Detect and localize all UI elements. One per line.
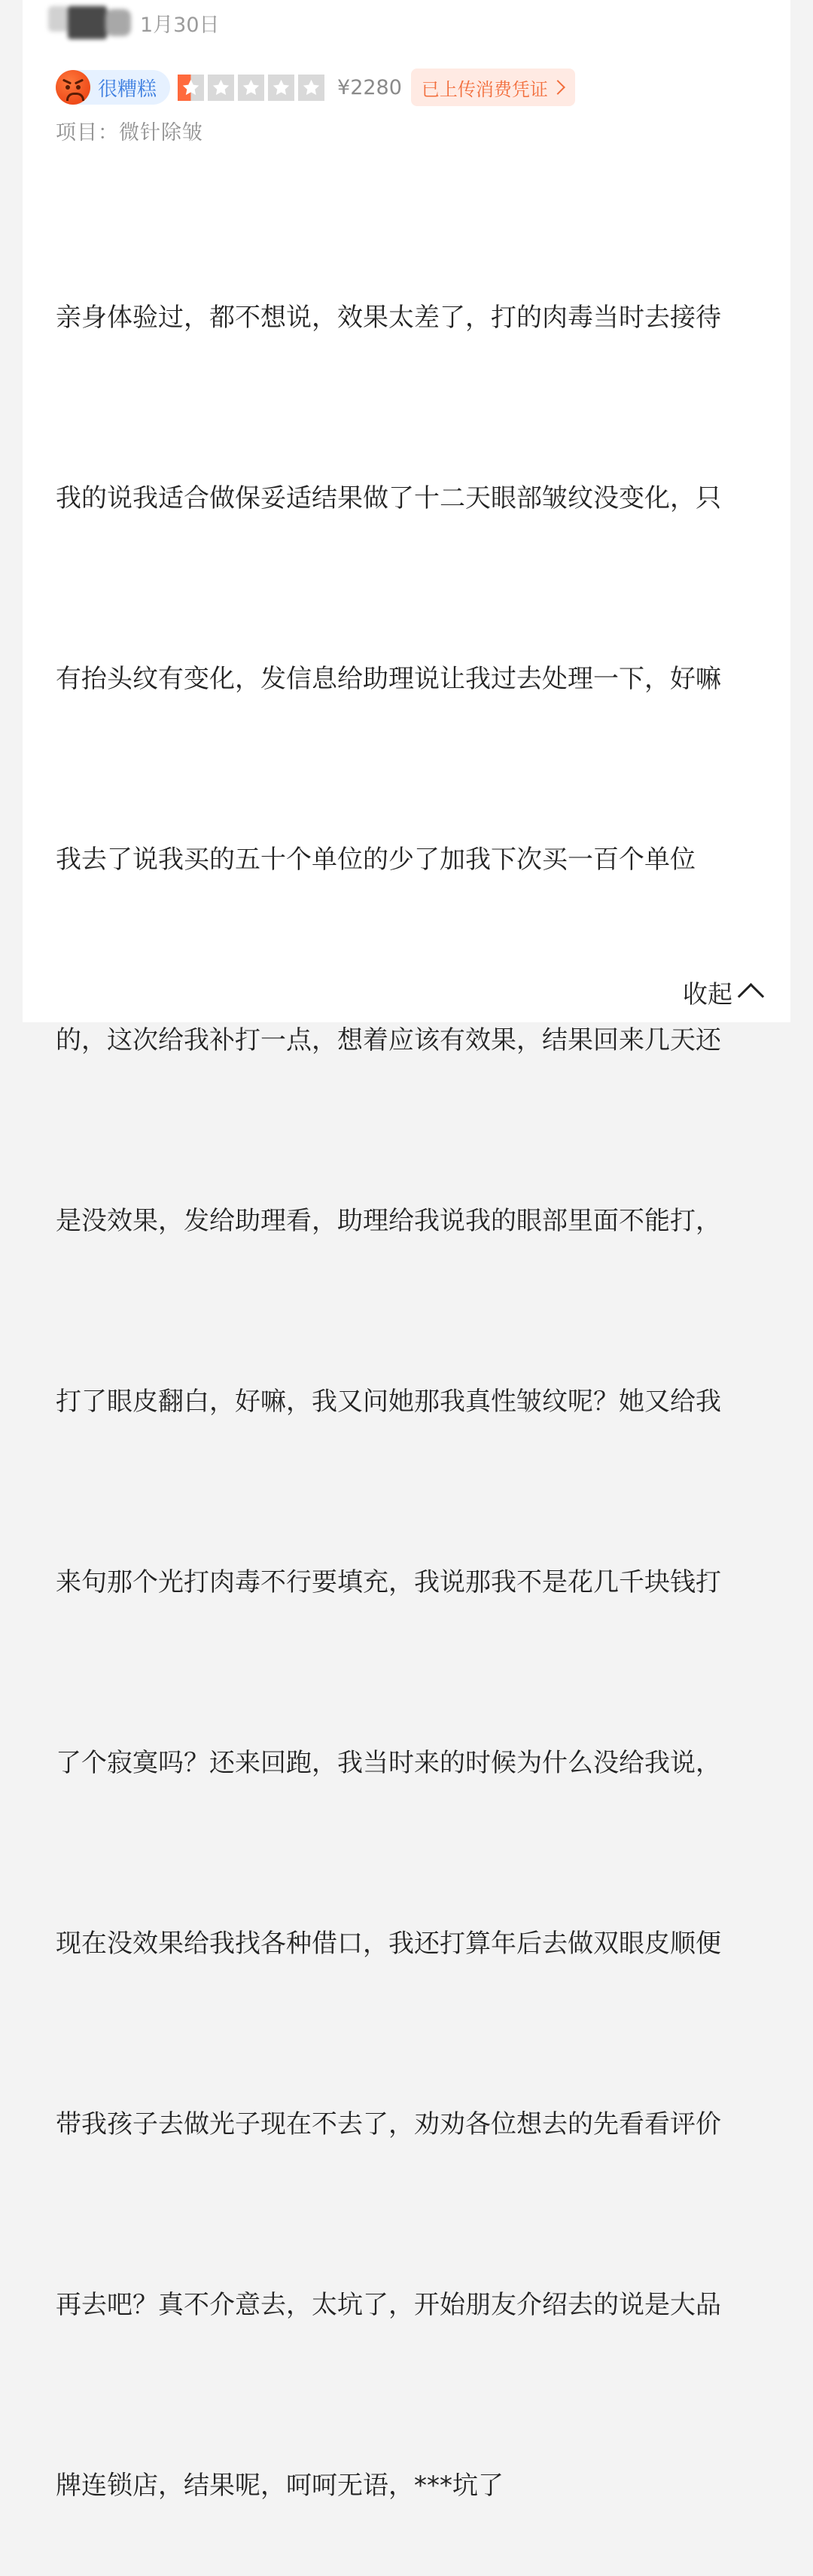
chevron-right-icon xyxy=(550,80,565,95)
review-line: 带我孩子去做光子现在不去了，劝劝各位想去的先看看评价 xyxy=(56,2109,721,2139)
review-line: 的，这次给我补打一点，想着应该有效果，结果回来几天还 xyxy=(56,1025,721,1055)
price: ¥2280 xyxy=(337,75,402,99)
review-line: 打了眼皮翻白，好嘛，我又问她那我真性皱纹呢？她又给我 xyxy=(56,1387,721,1417)
review-line: 现在没效果给我找各种借口，我还打算年后去做双眼皮顺便 xyxy=(56,1929,721,1959)
collapse-label: 收起 xyxy=(683,979,732,1009)
mood-badge xyxy=(56,70,170,105)
review-line: 了个寂寞吗？还来回跑，我当时来的时候为什么没给我说， xyxy=(56,1748,721,1778)
collapse-button[interactable] xyxy=(683,975,760,1010)
chevron-up-icon xyxy=(738,983,764,1009)
review-line: 我去了说我买的五十个单位的少了加我下次买一百个单位 xyxy=(56,845,696,875)
star-icon xyxy=(268,75,294,101)
star-icon xyxy=(178,75,204,101)
star-icon xyxy=(298,75,324,101)
angry-face-icon xyxy=(56,70,90,105)
review-text xyxy=(56,167,763,2576)
review-line: 亲身体验过，都不想说，效果太差了，打的肉毒当时去接待 xyxy=(56,303,721,333)
avatar[interactable] xyxy=(45,6,136,39)
voucher-label: 已上传消费凭证 xyxy=(421,78,548,100)
review-header xyxy=(45,0,220,45)
voucher-badge[interactable] xyxy=(411,69,575,106)
mood-label: 很糟糕 xyxy=(98,78,157,101)
review-line: 牌连锁店，结果呢，呵呵无语，***坑了 xyxy=(56,2471,504,2501)
review-line: 再去吧？真不介意去，太坑了，开始朋友介绍去的说是大品 xyxy=(56,2290,721,2320)
review-line: 我的说我适合做保妥适结果做了十二天眼部皱纹没变化，只 xyxy=(56,483,721,513)
star-rating xyxy=(178,75,328,101)
rating-row xyxy=(56,68,575,107)
review-line: 是没效果，发给助理看，助理给我说我的眼部里面不能打， xyxy=(56,1206,721,1236)
review-line: 有抬头纹有变化，发信息给助理说让我过去处理一下，好嘛 xyxy=(56,664,721,694)
star-icon xyxy=(208,75,234,101)
review-date: 1月30日 xyxy=(140,13,220,37)
star-icon xyxy=(238,75,264,101)
review-line: 来句那个光打肉毒不行要填充，我说那我不是花几千块钱打 xyxy=(56,1567,721,1597)
project-label: 项目：微针除皱 xyxy=(56,121,203,145)
